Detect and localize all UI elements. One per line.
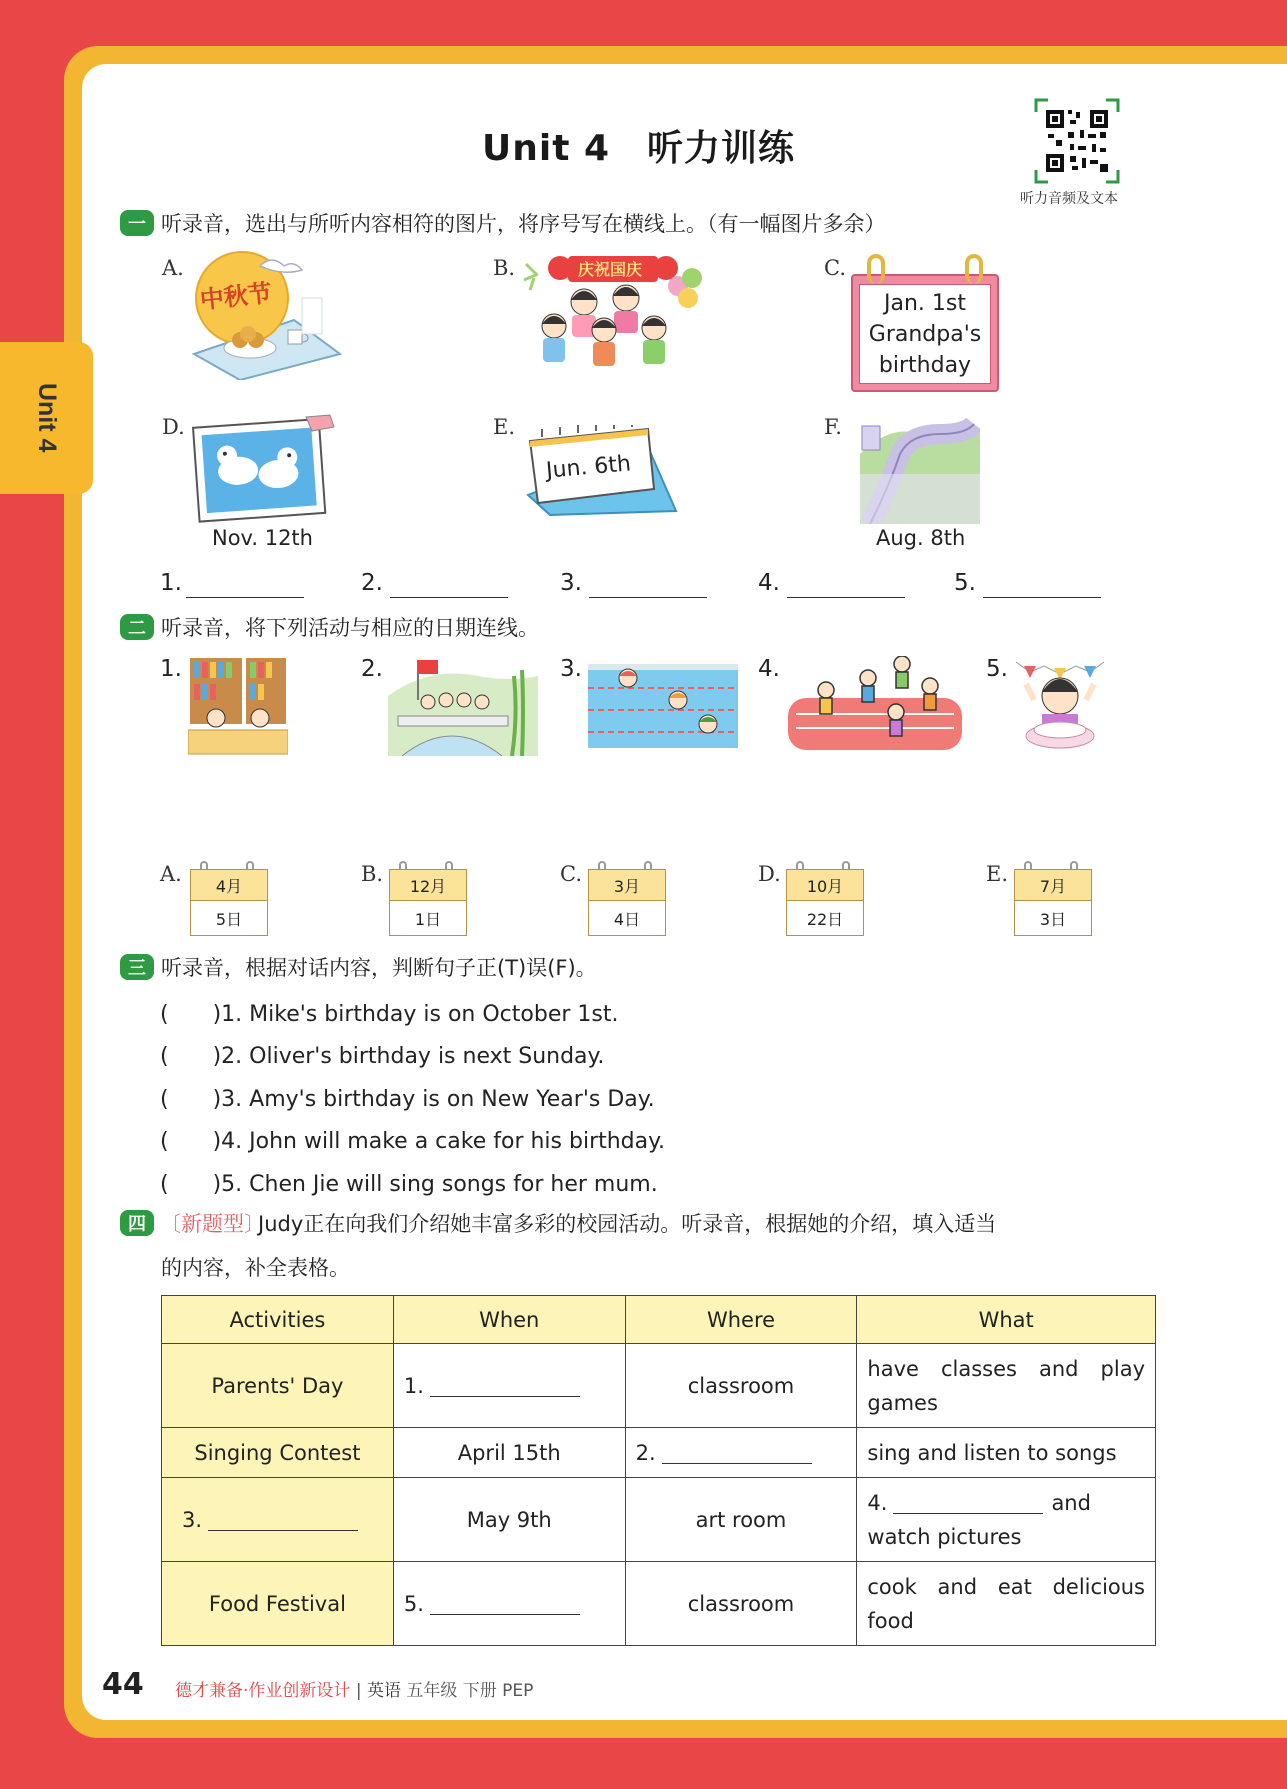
date-a-month: 4月	[190, 869, 268, 901]
answer-5-label: 5.	[954, 570, 976, 596]
activity-1-num: 1.	[160, 656, 182, 682]
cell-where: art room	[625, 1478, 857, 1562]
section3-badge: 三	[120, 954, 154, 980]
answer-2-label: 2.	[361, 570, 383, 596]
answer-3-blank[interactable]	[589, 597, 707, 598]
cell-activity: Parents' Day	[162, 1344, 394, 1428]
activity-5-num: 5.	[986, 656, 1008, 682]
footer-separator: |	[355, 1681, 362, 1701]
date-b-calendar[interactable]	[389, 869, 467, 937]
unit-side-tab-label: Unit 4	[33, 383, 61, 453]
activities-table	[161, 1295, 1156, 1646]
bridge-flag-icon	[388, 656, 538, 756]
puppies-photo-icon	[190, 413, 338, 523]
section4-instruction-line2: 的内容，补全表格。	[161, 1256, 350, 1280]
calendar-line-1: Jan. 1st	[884, 290, 966, 316]
national-day-banner-text: 庆祝国庆	[578, 260, 643, 279]
date-c-calendar[interactable]	[588, 869, 666, 937]
cell-where: classroom	[625, 1562, 857, 1646]
desk-calendar-text: Jun. 6th	[545, 451, 632, 484]
cell-activity: Food Festival	[162, 1562, 394, 1646]
page-number: 44	[102, 1667, 144, 1702]
date-c-label: C.	[560, 862, 582, 886]
cell-when: April 15th	[393, 1428, 625, 1478]
date-a-day: 5日	[190, 900, 268, 936]
cell-when-blank[interactable]: 1.	[393, 1344, 625, 1428]
cell-when-blank[interactable]: 5.	[393, 1562, 625, 1646]
footer-edition: PEP	[502, 1681, 534, 1701]
footer-text	[175, 1676, 533, 1701]
section1-instruction: 听录音，选出与所听内容相符的图片，将序号写在横线上。（有一幅图片多余）	[161, 212, 886, 236]
section1-badge: 一	[120, 210, 154, 236]
date-a-label: A.	[160, 862, 182, 886]
cell-when: May 9th	[393, 1478, 625, 1562]
section4-new-type-tag: 〔新题型〕	[160, 1212, 265, 1236]
unit-side-tab	[0, 342, 93, 494]
date-b-month: 12月	[389, 869, 467, 901]
option-d-label: D.	[162, 415, 185, 439]
tf-item-4[interactable]: ( )4. John will make a cake for his birthday.	[160, 1129, 666, 1154]
qr-code-icon[interactable]	[1034, 98, 1120, 184]
table-row	[162, 1344, 1156, 1428]
birthday-girl-icon	[1014, 656, 1108, 752]
mid-autumn-art-text: 中秋节	[198, 278, 274, 315]
footer-brand: 德才兼备·作业创新设计	[175, 1681, 351, 1701]
cell-what-blank[interactable]: 4. and watch pictures	[857, 1478, 1156, 1562]
cell-what: cook and eat delicious food	[857, 1562, 1156, 1646]
option-d-caption: Nov. 12th	[212, 526, 313, 550]
calendar-jan-1st	[851, 254, 999, 394]
answer-2-blank[interactable]	[390, 597, 508, 598]
reading-library-icon	[188, 656, 288, 756]
date-e-label: E.	[986, 862, 1009, 886]
cell-activity-blank[interactable]: 3.	[162, 1478, 394, 1562]
section2-badge: 二	[120, 614, 154, 640]
activity-2-num: 2.	[361, 656, 383, 682]
table-row	[162, 1478, 1156, 1562]
answer-1-blank[interactable]	[186, 597, 304, 598]
cell-activity: Singing Contest	[162, 1428, 394, 1478]
cell-what: sing and listen to songs	[857, 1428, 1156, 1478]
activity-4-num: 4.	[758, 656, 780, 682]
desk-calendar-jun-6th	[520, 425, 680, 517]
tf-item-3[interactable]: ( )3. Amy's birthday is on New Year's Day.	[160, 1087, 655, 1112]
cell-what: have classes and play games	[857, 1344, 1156, 1428]
answer-1-label: 1.	[160, 570, 182, 596]
tf-item-1[interactable]: ( )1. Mike's birthday is on October 1st.	[160, 1002, 619, 1027]
header-what: What	[857, 1296, 1156, 1344]
great-wall-icon	[860, 414, 980, 524]
date-d-label: D.	[758, 862, 781, 886]
date-d-calendar[interactable]	[786, 869, 864, 937]
answer-4-blank[interactable]	[787, 597, 905, 598]
option-f-label: F.	[824, 415, 842, 439]
header-where: Where	[625, 1296, 857, 1344]
option-a-label: A.	[162, 256, 184, 280]
date-d-month: 10月	[786, 869, 864, 901]
running-race-icon	[786, 656, 964, 752]
date-e-calendar[interactable]	[1014, 869, 1092, 937]
cell-where: classroom	[625, 1344, 857, 1428]
section3-instruction: 听录音，根据对话内容，判断句子正(T)误(F)。	[161, 956, 597, 980]
footer-term: 下册	[462, 1681, 497, 1701]
date-c-day: 4日	[588, 900, 666, 936]
calendar-line-2: Grandpa's	[868, 321, 982, 347]
footer-grade: 五年级	[406, 1681, 458, 1701]
mid-autumn-festival-icon	[190, 250, 342, 380]
national-day-celebration-icon	[520, 250, 705, 375]
table-row	[162, 1428, 1156, 1478]
option-f-caption: Aug. 8th	[876, 526, 966, 550]
section4-badge: 四	[120, 1210, 154, 1236]
tf-item-5[interactable]: ( )5. Chen Jie will sing songs for her mum.	[160, 1172, 658, 1197]
option-b-label: B.	[493, 256, 516, 280]
qr-caption: 听力音频及文本	[1020, 191, 1118, 207]
date-a-calendar[interactable]	[190, 869, 268, 937]
option-c-label: C.	[824, 256, 846, 280]
footer-subject: 英语	[366, 1681, 401, 1701]
date-e-day: 3日	[1014, 900, 1092, 936]
date-d-day: 22日	[786, 900, 864, 936]
answer-4-label: 4.	[758, 570, 780, 596]
section4-instruction-line1: Judy正在向我们介绍她丰富多彩的校园活动。听录音，根据她的介绍，填入适当	[258, 1212, 997, 1236]
page-title: Unit 4 听力训练	[482, 128, 795, 169]
swimming-pool-icon	[588, 658, 740, 750]
activity-3-num: 3.	[560, 656, 582, 682]
calendar-line-3: birthday	[878, 352, 972, 378]
header-when: When	[393, 1296, 625, 1344]
option-e-label: E.	[493, 415, 516, 439]
cell-where-blank[interactable]: 2.	[625, 1428, 857, 1478]
date-b-label: B.	[361, 862, 384, 886]
tf-item-2[interactable]: ( )2. Oliver's birthday is next Sunday.	[160, 1044, 605, 1069]
header-activities: Activities	[162, 1296, 394, 1344]
table-row	[162, 1562, 1156, 1646]
section2-instruction: 听录音，将下列活动与相应的日期连线。	[161, 616, 539, 640]
answer-3-label: 3.	[560, 570, 582, 596]
date-e-month: 7月	[1014, 869, 1092, 901]
answer-5-blank[interactable]	[983, 597, 1101, 598]
date-c-month: 3月	[588, 869, 666, 901]
date-b-day: 1日	[389, 900, 467, 936]
